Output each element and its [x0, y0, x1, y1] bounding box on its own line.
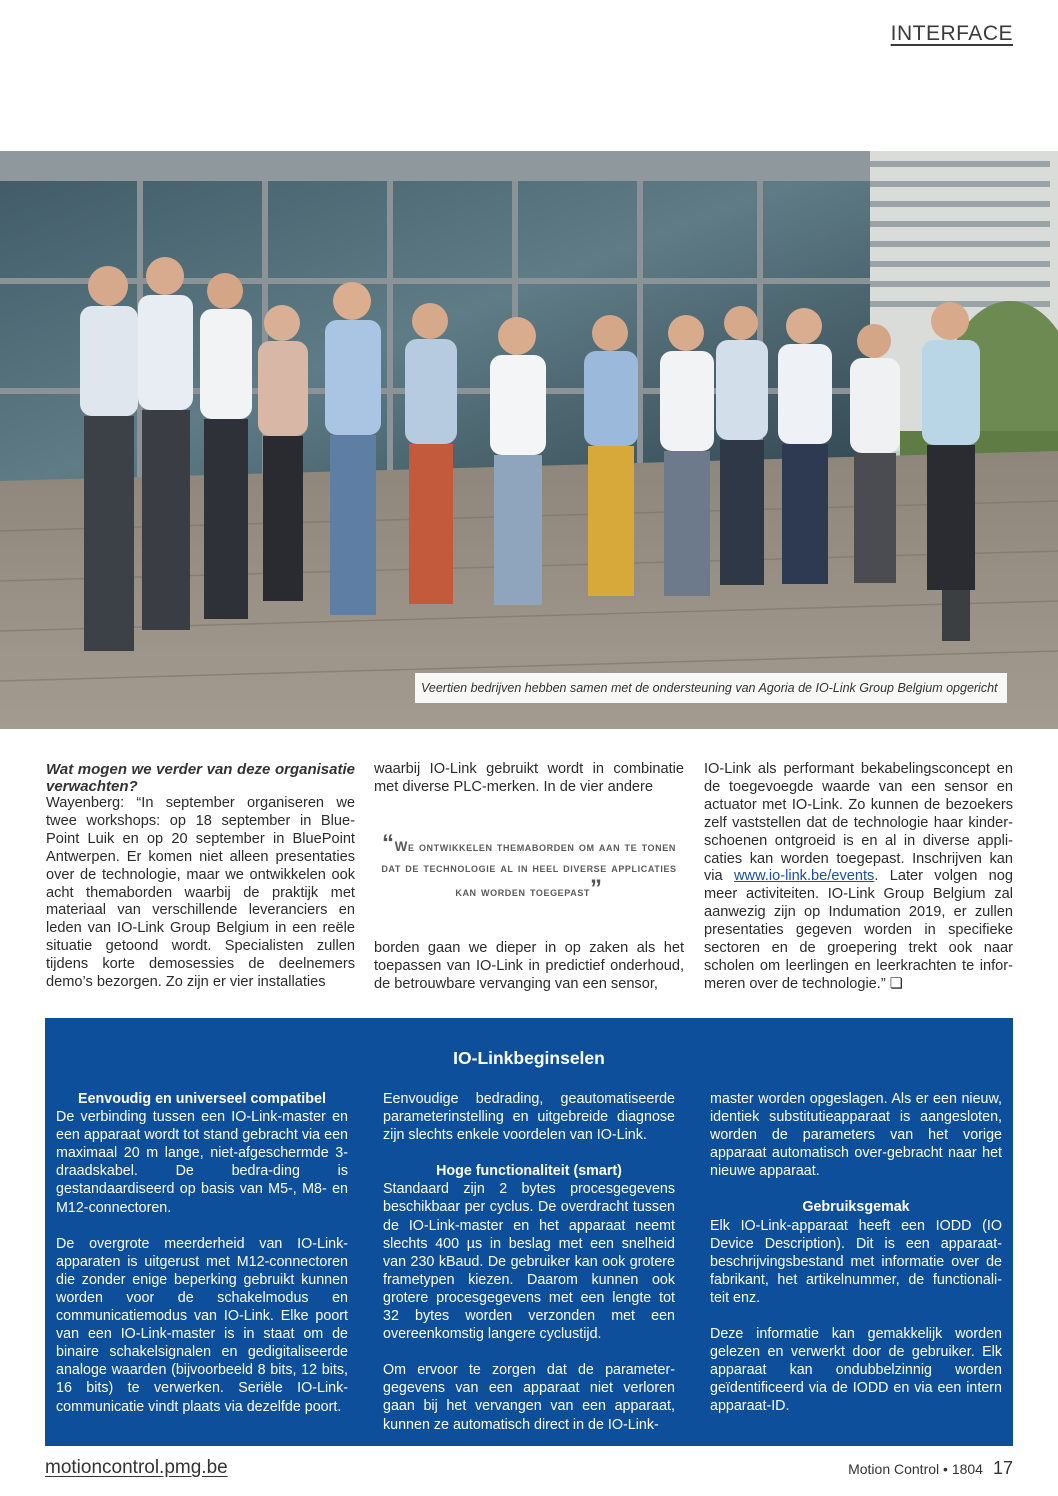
box-paragraph: master worden opgeslagen. Als er een nieuw, identiek substitutieapparaat is aangesloten, worden de parameters van het vorige apparaat automatisch over-gebracht naar het nieuwe apparaat.	[710, 1091, 1002, 1180]
info-box-column-3	[710, 1090, 1002, 1416]
pull-quote-text: We ontwikkelen themaborden om aan te tonen dat de technologie al in heel diverse applicaties kan worden toegepast	[381, 838, 677, 899]
events-link[interactable]: www.io-link.be/events	[734, 868, 875, 885]
question-heading: Wat mogen we verder van deze organisatie verwachten?	[46, 761, 355, 795]
pull-quote	[380, 829, 678, 902]
close-quote-mark: ”	[590, 874, 603, 902]
page-number: 17	[992, 1458, 1013, 1478]
photo-caption: Veertien bedrijven hebben samen met de ondersteuning van Agoria de IO-Link Group Belgium opgericht	[415, 673, 1007, 703]
box-subheading: Eenvoudig en universeel compatibel	[78, 1091, 326, 1107]
box-paragraph: Standaard zijn 2 bytes procesgegevens beschikbaar per cyclus. De overdracht tussen de IO-Link-master en het apparaat neemt slechts 400 µs in beslag met een snelheid van 230 kBaud. De gebruiker kan ook grotere frametypen kiezen. Daarom kunnen ook grotere procesgegevens met een lengte tot 32 bytes worden verzonden met een overeenkomstig langere cyclustijd.	[383, 1181, 675, 1343]
group-photo-illustration	[0, 151, 1058, 729]
article-paragraph: Wayenberg: “In september organiseren we twee workshops: op 18 september in Blue-Point Luik en op 20 september in BluePoint Antwerpen. Er komen niet alleen presentaties over de technologie, maar we ontwikkelen ook acht themaborden waarbij de praktijk met materiaal van verschillende leveranciers en leden van IO-Link Group Belgium in een reële situatie getoond wordt. Specialisten zullen tijdens korte demosessies de deelnemers demo’s bezorgen. Zo zijn er vier installaties	[46, 795, 355, 991]
article-column-3	[704, 761, 1013, 994]
box-paragraph: Om ervoor te zorgen dat de parameter-gegevens van een apparaat niet verloren gaan bij het vervangen van een apparaat, kunnen ze automatisch direct in de IO-Link-	[383, 1362, 675, 1433]
box-paragraph: Elk IO-Link-apparaat heeft een IODD (IO Device Description). Dit is een apparaat-beschrijvingsbestand met informatie over de fabrikant, het artikelnummer, de functionali-teit enz.	[710, 1217, 1002, 1306]
box-subheading: Hoge functionaliteit (smart)	[436, 1163, 622, 1180]
info-box-title: IO-Linkbeginselen	[453, 1048, 605, 1068]
article-text: . Later volgen nog meer activiteiten. IO-Link Group Belgium zal aanwezig zijn op Indumation 2019, er zullen presentaties gegeven worden in specifieke sectoren en de groepering trekt ook naar scholen om leerlingen en leerkrachten te infor-meren over de technologie.”	[704, 868, 1013, 992]
box-paragraph: De overgrote meerderheid van IO-Link-apparaten is uitgerust met M12-connectoren die zonder enige beperking gebruikt kunnen worden voor de schakelmodus en communicatiemodus van IO-Link. Elke poort van een IO-Link-master is in staat om de binaire schakelsignalen en gedigitaliseerde analoge waarden (bijvoorbeeld 8 bits, 12 bits, 16 bits) te verwerken. Seriële IO-Link-communicatie vindt plaats via dezelfde poort.	[56, 1235, 348, 1415]
article-paragraph	[704, 761, 1013, 994]
article-column-1	[46, 761, 355, 992]
info-box-column-1	[56, 1090, 348, 1416]
article-paragraph: borden gaan we dieper in op zaken als het toepassen van IO-Link in predictief onderhoud, de betrouwbare vervanging van een sensor,	[374, 939, 684, 992]
info-box	[45, 1018, 1013, 1446]
website-link[interactable]: motioncontrol.pmg.be	[45, 1457, 228, 1478]
group-photo	[0, 151, 1058, 729]
section-label: INTERFACE	[890, 22, 1013, 45]
article-paragraph: waarbij IO-Link gebruikt wordt in combinatie met diverse PLC-merken. In de vier andere	[374, 761, 684, 795]
end-of-article-icon: ❏	[889, 975, 903, 992]
open-quote-mark: “	[382, 829, 395, 857]
article-column-2	[374, 761, 684, 994]
box-subheading: Gebruiksgemak	[802, 1199, 910, 1216]
magazine-issue: Motion Control • 1804	[848, 1461, 983, 1477]
box-paragraph: De verbinding tussen een IO-Link-master en een apparaat wordt tot stand gebracht via een maximaal 20 m lange, niet-afgeschermde 3-draadskabel. De bedra-ding is gestandaardiseerd op basis van M5-, M8- en M12-connectoren.	[56, 1109, 348, 1216]
box-paragraph: Eenvoudige bedrading, geautomatiseerde parameterinstelling en uitgebreide diagnose zijn slechts enkele voordelen van IO-Link.	[383, 1091, 675, 1144]
box-paragraph: Deze informatie kan gemakkelijk worden gelezen en verwerkt door de gebruiker. Elk apparaat kan ondubbelzinnig worden geïdentificeerd via de IODD en via een intern apparaat-ID.	[710, 1326, 1002, 1415]
article-text: IO-Link als performant bekabelingsconcept en de toegevoegde waarde van een sensor en actuator met IO-Link. Zo kunnen de bezoekers zelf vaststellen dat de technologie haar kinder-schoenen ontgroeid is en al in diverse appli-caties kan worden toegepast. Inschrijven kan via	[704, 761, 1013, 885]
info-box-column-2	[383, 1090, 675, 1434]
footer-info	[848, 1458, 1013, 1479]
